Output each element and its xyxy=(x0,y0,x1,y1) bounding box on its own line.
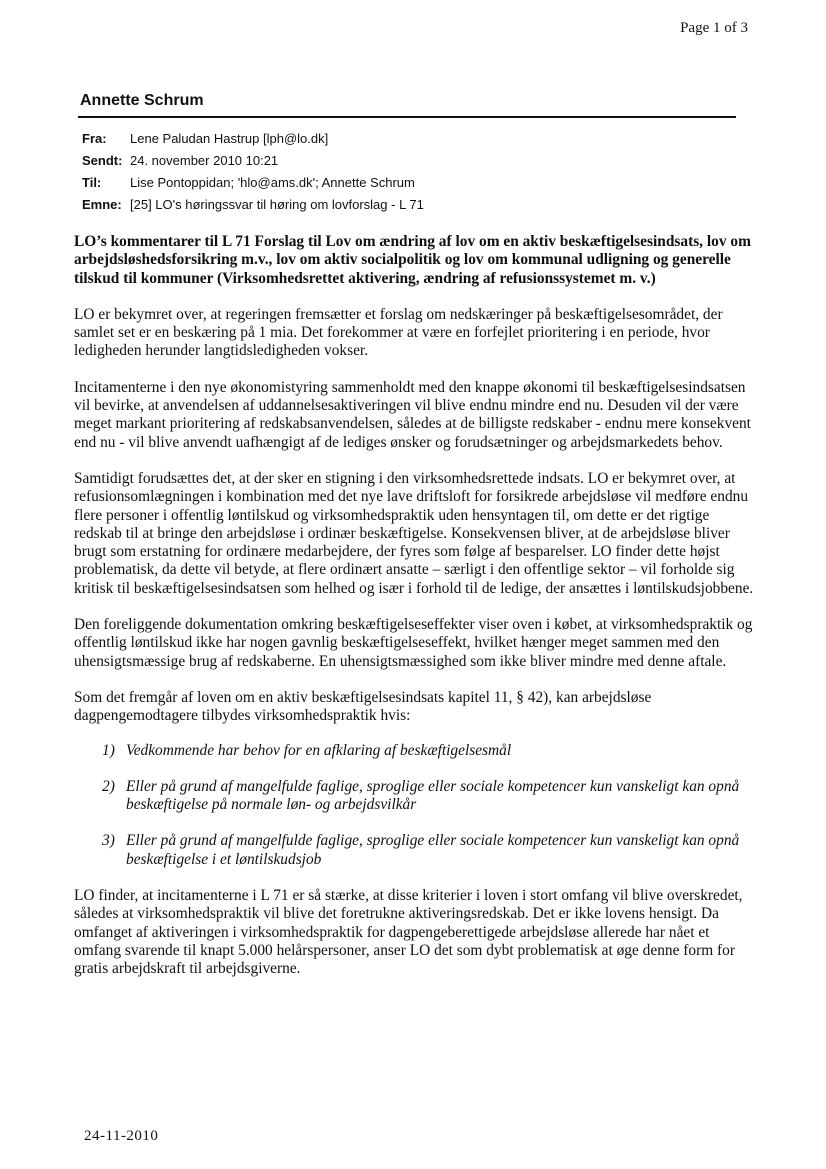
sent-row xyxy=(82,150,424,172)
paragraph-1: LO er bekymret over, at regeringen fremsætter et forslag om nedskæringer på beskæftigelsesområdet, der samlet set er en beskæring på 1 mia. Det forekommer at være en forfejlet prioritering i en periode, hvor ledigheden herunder langtidsledigheden vokser. xyxy=(74,305,723,360)
to-label: Til: xyxy=(82,175,102,190)
letter-heading: LO’s kommentarer til L 71 Forslag til Lov om ændring af lov om en aktiv beskæftigelsesindsats, lov om arbejdsløshedsforsikring m.v., lov om aktiv socialpolitik og lov om kommunal udligning og generelle tilskud til kommuner (Virksomhedsrettet aktivering, ændring af refusionssystemet m. v.) xyxy=(74,233,751,287)
criteria-text: Vedkommende har behov for en afklaring af beskæftigelsesmål xyxy=(126,741,512,759)
email-metadata xyxy=(82,128,424,216)
paragraph-5: Som det fremgår af loven om en aktiv beskæftigelsesindsats kapitel 11, § 42), kan arbejdsløse dagpengemodtagere tilbydes virksomhedspraktik hvis: xyxy=(74,688,652,725)
page-number: Page 1 of 3 xyxy=(680,20,748,36)
criteria-list xyxy=(74,742,754,869)
criteria-item xyxy=(74,778,754,815)
criteria-number: 3) xyxy=(102,832,115,850)
footer-date: 24-11-2010 xyxy=(84,1128,159,1144)
paragraph-3: Samtidigt forudsættes det, at der sker en stigning i den virksomhedsrettede indsats. LO er bekymret over, at refusionsomlægningen i kombination med det nye lave driftsloft for forsikrede arbejdsløse vil medføre endnu flere personer i offentlig løntilskud og virksomhedspraktik uden hensyntagen til, om dette er det rigtige redskab til at bringe den arbejdsløse i ordinær beskæftigelse. Konsekvensen bliver, at de arbejdsløse bliver brugt som erstatning for ordinære medarbejdere, der fyres som følge af besparelser. LO finder dette højst problematisk, da dette vil betyde, at flere ordinært ansatte – særligt i den offentlige sektor – vil forholde sig kritisk til beskæftigelsesindsatsen som helhed og især i forhold til de ledige, der ansættes i løntilskudsjobbene. xyxy=(74,469,754,597)
header-divider xyxy=(78,116,736,118)
sender-name: Annette Schrum xyxy=(80,92,204,109)
subject-label: Emne: xyxy=(82,197,122,212)
criteria-text: Eller på grund af mangelfulde faglige, sproglige eller sociale kompetencer kun vanskeligt kan opnå beskæftigelse i et løntilskudsjob xyxy=(126,832,740,868)
from-row xyxy=(82,128,424,150)
to-value: Lise Pontoppidan; 'hlo@ams.dk'; Annette Schrum xyxy=(130,175,415,190)
subject-row xyxy=(82,194,424,216)
criteria-item xyxy=(74,742,754,760)
criteria-item xyxy=(74,832,754,869)
to-row xyxy=(82,172,424,194)
paragraph-4: Den foreliggende dokumentation omkring beskæftigelseseffekter viser oven i købet, at virksomhedspraktik og offentlig løntilskud ikke har nogen gavnlig beskæftigelseseffekt, hvilket hænger meget sammen med den uhensigtsmæssige brug af redskaberne. En uhensigtsmæssighed som ikke bliver mindre med denne aftale. xyxy=(74,616,753,670)
email-body xyxy=(74,233,754,979)
sent-label: Sendt: xyxy=(82,153,123,168)
criteria-number: 2) xyxy=(102,777,115,795)
from-value: Lene Paludan Hastrup [lph@lo.dk] xyxy=(130,131,329,146)
subject-value: [25] LO's høringssvar til høring om lovforslag - L 71 xyxy=(130,197,424,212)
criteria-number: 1) xyxy=(102,741,115,759)
paragraph-2: Incitamenterne i den nye økonomistyring sammenholdt med den knappe økonomi til beskæftigelsesindsatsen vil bevirke, at anvendelsen af uddannelsesaktiveringen vil blive endnu mindre end nu. Desuden vil der være meget markant prioritering af redskabsanvendelsen, således at de billigste redskaber - endnu mere konsekvent end nu - vil blive anvendt uafhængigt af de lediges ønsker og forudsætninger og arbejdsmarkedets behov. xyxy=(74,378,751,451)
criteria-text: Eller på grund af mangelfulde faglige, sproglige eller sociale kompetencer kun vanskeligt kan opnå beskæftigelse på normale løn- og arbejdsvilkår xyxy=(126,777,740,814)
from-label: Fra: xyxy=(82,131,107,146)
sent-value: 24. november 2010 10:21 xyxy=(130,153,279,168)
paragraph-6: LO finder, at incitamenterne i L 71 er så stærke, at disse kriterier i loven i stort omfang vil blive overskredet, således at virksomhedspraktik vil blive det foretrukne aktiveringsredskab. Det er ikke lovens hensigt. Da omfanget af aktiveringen i virksomhedspraktik for dagpengeberettigede arbejdsløse allerede har nået et omfang svarende til knapt 5.000 helårspersoner, anser LO det som dybt problematisk at øge denne form for gratis arbejdskraft til arbejdsgiverne. xyxy=(74,887,743,978)
